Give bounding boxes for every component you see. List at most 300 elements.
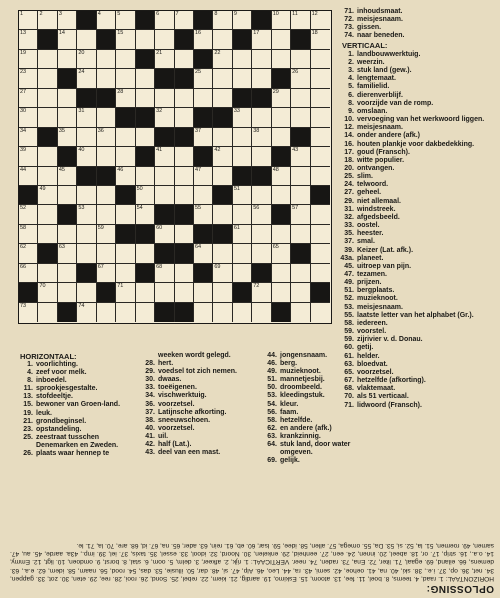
white-cell[interactable]: [252, 30, 271, 49]
white-cell[interactable]: [194, 205, 213, 224]
white-cell[interactable]: [194, 167, 213, 186]
cell-number: 42: [214, 147, 221, 154]
white-cell[interactable]: [19, 108, 38, 127]
white-cell[interactable]: [116, 244, 135, 263]
white-cell[interactable]: [38, 167, 57, 186]
cell-number: 37: [194, 127, 202, 134]
white-cell[interactable]: [19, 128, 38, 147]
white-cell[interactable]: [58, 89, 77, 108]
white-cell[interactable]: [213, 244, 232, 263]
white-cell[interactable]: [233, 147, 252, 166]
white-cell[interactable]: [233, 225, 252, 244]
white-cell[interactable]: [272, 283, 291, 302]
horizontaal-column-b: [142, 352, 260, 457]
white-cell[interactable]: [291, 147, 310, 166]
white-cell[interactable]: [291, 11, 310, 30]
white-cell[interactable]: [38, 11, 57, 30]
white-cell[interactable]: [194, 303, 213, 322]
white-cell[interactable]: [155, 89, 174, 108]
white-cell[interactable]: [38, 89, 57, 108]
cell-number: 69: [214, 263, 221, 270]
white-cell[interactable]: [311, 30, 330, 49]
white-cell[interactable]: [77, 303, 96, 322]
white-cell[interactable]: [77, 205, 96, 224]
clue-text: laatste letter van het alphabet (Gr.).: [357, 311, 474, 319]
clue-number: 49.: [344, 279, 354, 287]
white-cell[interactable]: [272, 264, 291, 283]
white-cell[interactable]: [291, 50, 310, 69]
white-cell[interactable]: [272, 89, 291, 108]
white-cell[interactable]: [38, 303, 57, 322]
white-cell[interactable]: [136, 205, 155, 224]
clue-text: slim.: [357, 173, 373, 181]
white-cell[interactable]: [272, 108, 291, 127]
clue-text: telwoord.: [357, 181, 389, 189]
white-cell[interactable]: [252, 205, 271, 224]
black-cell: [194, 225, 213, 244]
white-cell[interactable]: [272, 128, 291, 147]
clue-number: 8.: [27, 377, 33, 385]
white-cell[interactable]: [311, 147, 330, 166]
white-cell[interactable]: [58, 11, 77, 30]
white-cell[interactable]: [175, 50, 194, 69]
white-cell[interactable]: [116, 69, 135, 88]
white-cell[interactable]: [252, 283, 271, 302]
white-cell[interactable]: [19, 147, 38, 166]
white-cell[interactable]: [311, 50, 330, 69]
white-cell[interactable]: [213, 167, 232, 186]
clue-text: helder.: [357, 352, 380, 360]
white-cell[interactable]: [19, 244, 38, 263]
white-cell[interactable]: [97, 186, 116, 205]
white-cell[interactable]: [213, 69, 232, 88]
clue-number: 4.: [27, 369, 33, 377]
white-cell[interactable]: [155, 50, 174, 69]
white-cell[interactable]: [19, 205, 38, 224]
clue-item: [142, 368, 260, 376]
black-cell: [194, 147, 213, 166]
white-cell[interactable]: [97, 69, 116, 88]
white-cell[interactable]: [38, 205, 57, 224]
white-cell[interactable]: [311, 128, 330, 147]
white-cell[interactable]: [252, 225, 271, 244]
white-cell[interactable]: [136, 128, 155, 147]
white-cell[interactable]: [116, 30, 135, 49]
cell-number: 41: [156, 147, 163, 154]
white-cell[interactable]: [116, 50, 135, 69]
white-cell[interactable]: [233, 11, 252, 30]
white-cell[interactable]: [175, 108, 194, 127]
clue-text: bloedvat.: [357, 360, 388, 368]
white-cell[interactable]: [311, 167, 330, 186]
white-cell[interactable]: [175, 186, 194, 205]
cell-number: 17: [253, 30, 260, 37]
white-cell[interactable]: [77, 128, 96, 147]
white-cell[interactable]: [155, 108, 174, 127]
white-cell[interactable]: [77, 225, 96, 244]
clue-item: [264, 384, 376, 392]
white-cell[interactable]: [77, 244, 96, 263]
white-cell[interactable]: [77, 283, 96, 302]
white-cell[interactable]: [19, 225, 38, 244]
white-cell[interactable]: [116, 11, 135, 30]
white-cell[interactable]: [116, 167, 135, 186]
white-cell[interactable]: [213, 264, 232, 283]
white-cell[interactable]: [213, 30, 232, 49]
white-cell[interactable]: [136, 244, 155, 263]
white-cell[interactable]: [252, 108, 271, 127]
horizontaal-column-a: [20, 361, 138, 458]
white-cell[interactable]: [311, 205, 330, 224]
white-cell[interactable]: [77, 69, 96, 88]
clue-text: meisjesnaam.: [357, 124, 403, 132]
clue-item: [340, 287, 496, 295]
white-cell[interactable]: [252, 303, 271, 322]
white-cell[interactable]: [77, 147, 96, 166]
white-cell[interactable]: [175, 264, 194, 283]
white-cell[interactable]: [19, 167, 38, 186]
clue-number: 25.: [23, 433, 33, 441]
white-cell[interactable]: [97, 108, 116, 127]
white-cell[interactable]: [19, 303, 38, 322]
white-cell[interactable]: [58, 225, 77, 244]
white-cell[interactable]: [194, 128, 213, 147]
clue-number: 43.: [145, 449, 155, 457]
white-cell[interactable]: [272, 244, 291, 263]
clue-text: deel van een mast.: [158, 449, 221, 457]
white-cell[interactable]: [311, 89, 330, 108]
white-cell[interactable]: [155, 167, 174, 186]
white-cell[interactable]: [291, 108, 310, 127]
white-cell[interactable]: [213, 11, 232, 30]
clue-item: [340, 173, 496, 181]
cell-number: 1: [20, 11, 24, 17]
clue-text: gelijk.: [280, 457, 300, 465]
white-cell[interactable]: [19, 69, 38, 88]
white-cell[interactable]: [38, 147, 57, 166]
cell-number: 20: [78, 49, 85, 56]
white-cell[interactable]: [272, 167, 291, 186]
black-cell: [97, 30, 116, 49]
black-cell: [194, 108, 213, 127]
white-cell[interactable]: [58, 30, 77, 49]
white-cell[interactable]: [97, 225, 116, 244]
white-cell[interactable]: [311, 225, 330, 244]
white-cell[interactable]: [233, 303, 252, 322]
white-cell[interactable]: [97, 264, 116, 283]
white-cell[interactable]: [252, 147, 271, 166]
white-cell[interactable]: [272, 11, 291, 30]
clue-number: 47.: [344, 271, 354, 278]
white-cell[interactable]: [97, 147, 116, 166]
white-cell[interactable]: [155, 225, 174, 244]
white-cell[interactable]: [194, 244, 213, 263]
white-cell[interactable]: [58, 283, 77, 302]
clue-item: [340, 157, 496, 165]
cell-number: 12: [311, 11, 318, 17]
white-cell[interactable]: [19, 89, 38, 108]
clue-number: 43a.: [340, 254, 354, 262]
black-cell: [77, 264, 96, 283]
white-cell[interactable]: [19, 50, 38, 69]
white-cell[interactable]: [213, 147, 232, 166]
white-cell[interactable]: [311, 11, 330, 30]
white-cell[interactable]: [116, 205, 135, 224]
white-cell[interactable]: [291, 186, 310, 205]
cell-number: 24: [78, 69, 85, 76]
cell-number: 34: [20, 127, 27, 134]
white-cell[interactable]: [213, 50, 232, 69]
white-cell[interactable]: [58, 50, 77, 69]
cell-number: 15: [117, 30, 124, 37]
clue-text: sprookjesgestalte.: [36, 385, 98, 393]
cell-number: 65: [272, 244, 279, 251]
clue-text: oostel.: [357, 222, 380, 230]
white-cell[interactable]: [291, 89, 310, 108]
clue-number: 60.: [344, 344, 354, 352]
white-cell[interactable]: [136, 303, 155, 322]
clue-item: [340, 320, 496, 328]
white-cell[interactable]: [213, 205, 232, 224]
white-cell[interactable]: [252, 50, 271, 69]
black-cell: [155, 69, 174, 88]
white-cell[interactable]: [311, 303, 330, 322]
white-cell[interactable]: [291, 167, 310, 186]
clue-text: houten plankje voor dakbedekking.: [357, 140, 475, 148]
white-cell[interactable]: [213, 303, 232, 322]
clue-item: [340, 328, 496, 336]
white-cell[interactable]: [155, 147, 174, 166]
cell-number: 60: [156, 224, 163, 231]
clue-text: windstreek.: [357, 205, 396, 213]
white-cell[interactable]: [136, 186, 155, 205]
black-cell: [291, 128, 310, 147]
clue-text: uitroep van pijn.: [357, 262, 412, 270]
black-cell: [19, 186, 38, 205]
white-cell[interactable]: [233, 205, 252, 224]
white-cell[interactable]: [77, 108, 96, 127]
white-cell[interactable]: [136, 283, 155, 302]
white-cell[interactable]: [155, 264, 174, 283]
white-cell[interactable]: [311, 69, 330, 88]
white-cell[interactable]: [97, 11, 116, 30]
clue-item: [340, 32, 496, 40]
clue-number: 52.: [344, 295, 354, 303]
clue-item: [340, 124, 496, 132]
white-cell[interactable]: [38, 50, 57, 69]
white-cell[interactable]: [252, 128, 271, 147]
white-cell[interactable]: [77, 30, 96, 49]
black-cell: [77, 89, 96, 108]
right-clue-column: [340, 8, 496, 410]
clue-text: zijrivier v. d. Donau.: [357, 336, 423, 344]
white-cell[interactable]: [252, 244, 271, 263]
white-cell[interactable]: [97, 128, 116, 147]
white-cell[interactable]: [194, 69, 213, 88]
white-cell[interactable]: [194, 89, 213, 108]
white-cell[interactable]: [194, 283, 213, 302]
white-cell[interactable]: [38, 264, 57, 283]
white-cell[interactable]: [252, 186, 271, 205]
clue-text: muzieknoot.: [280, 368, 321, 376]
white-cell[interactable]: [233, 69, 252, 88]
black-cell: [116, 186, 135, 205]
white-cell[interactable]: [311, 264, 330, 283]
white-cell[interactable]: [97, 244, 116, 263]
clue-text: iedereen.: [357, 319, 388, 327]
white-cell[interactable]: [291, 283, 310, 302]
white-cell[interactable]: [233, 264, 252, 283]
white-cell[interactable]: [116, 128, 135, 147]
cell-number: 70: [39, 283, 46, 290]
white-cell[interactable]: [77, 186, 96, 205]
clue-number: 24.: [344, 181, 354, 189]
clue-text: familielid.: [357, 83, 390, 91]
clue-item: [340, 312, 496, 320]
white-cell[interactable]: [136, 30, 155, 49]
white-cell[interactable]: [311, 108, 330, 127]
white-cell[interactable]: [291, 205, 310, 224]
white-cell[interactable]: [97, 50, 116, 69]
white-cell[interactable]: [136, 89, 155, 108]
clue-item: [340, 24, 496, 32]
cell-number: 53: [78, 205, 85, 212]
white-cell[interactable]: [19, 30, 38, 49]
clue-text: onder andere (afk.): [357, 132, 421, 140]
white-cell[interactable]: [97, 303, 116, 322]
white-cell[interactable]: [233, 244, 252, 263]
black-cell: [77, 167, 96, 186]
cell-number: 40: [78, 147, 85, 154]
cell-number: 30: [20, 108, 27, 115]
white-cell[interactable]: [77, 50, 96, 69]
white-cell[interactable]: [116, 147, 135, 166]
white-cell[interactable]: [233, 186, 252, 205]
white-cell[interactable]: [194, 186, 213, 205]
white-cell[interactable]: [38, 186, 57, 205]
white-cell[interactable]: [272, 225, 291, 244]
white-cell[interactable]: [155, 11, 174, 30]
white-cell[interactable]: [58, 264, 77, 283]
white-cell[interactable]: [233, 108, 252, 127]
white-cell[interactable]: [175, 283, 194, 302]
cell-number: 73: [20, 302, 27, 309]
cell-number: 35: [58, 127, 65, 134]
cell-number: 46: [117, 166, 124, 173]
white-cell[interactable]: [291, 69, 310, 88]
black-cell: [252, 89, 271, 108]
black-cell: [38, 244, 57, 263]
white-cell[interactable]: [175, 89, 194, 108]
white-cell[interactable]: [233, 50, 252, 69]
cell-number: 9: [233, 11, 237, 17]
white-cell[interactable]: [252, 69, 271, 88]
clue-item: [20, 377, 138, 385]
white-cell[interactable]: [291, 264, 310, 283]
white-cell[interactable]: [97, 205, 116, 224]
white-cell[interactable]: [213, 283, 232, 302]
clue-text: inhoudsmaat.: [357, 8, 403, 15]
clue-text: uil.: [158, 432, 169, 440]
white-cell[interactable]: [155, 186, 174, 205]
clue-item: [340, 206, 496, 214]
white-cell[interactable]: [291, 225, 310, 244]
black-cell: [291, 244, 310, 263]
white-cell[interactable]: [213, 128, 232, 147]
white-cell[interactable]: [58, 167, 77, 186]
white-cell[interactable]: [213, 89, 232, 108]
clue-number: 40.: [145, 424, 155, 432]
white-cell[interactable]: [58, 108, 77, 127]
clue-number: 41.: [145, 432, 155, 440]
clue-item: [264, 352, 376, 360]
white-cell[interactable]: [155, 30, 174, 49]
white-cell[interactable]: [175, 11, 194, 30]
cell-number: 68: [156, 263, 163, 270]
white-cell[interactable]: [116, 303, 135, 322]
clue-number: 29.: [145, 368, 155, 376]
white-cell[interactable]: [38, 108, 57, 127]
clue-number: 8.: [348, 99, 354, 107]
white-cell[interactable]: [38, 283, 57, 302]
clue-number: 74.: [344, 32, 354, 40]
white-cell[interactable]: [38, 225, 57, 244]
white-cell[interactable]: [272, 50, 291, 69]
white-cell[interactable]: [291, 303, 310, 322]
cell-number: 32: [156, 108, 163, 115]
black-cell: [311, 283, 330, 302]
white-cell[interactable]: [116, 283, 135, 302]
white-cell[interactable]: [233, 128, 252, 147]
cell-number: 4: [97, 11, 101, 17]
clue-number: 17.: [344, 148, 354, 156]
white-cell[interactable]: [19, 264, 38, 283]
white-cell[interactable]: [38, 69, 57, 88]
black-cell: [233, 283, 252, 302]
black-cell: [136, 147, 155, 166]
clue-item: [142, 409, 260, 417]
clue-text: planeet.: [357, 254, 384, 262]
clue-number: 21.: [23, 417, 33, 425]
white-cell[interactable]: [175, 225, 194, 244]
black-cell: [194, 264, 213, 283]
white-cell[interactable]: [311, 244, 330, 263]
white-cell[interactable]: [58, 186, 77, 205]
white-cell[interactable]: [19, 11, 38, 30]
cell-number: 63: [58, 244, 65, 251]
clue-text: stuk land, door water omgeven.: [280, 441, 351, 457]
white-cell[interactable]: [175, 167, 194, 186]
clue-text: voorzetsel.: [158, 400, 195, 408]
white-cell[interactable]: [136, 167, 155, 186]
clue-number: 28.: [145, 360, 155, 368]
white-cell[interactable]: [116, 264, 135, 283]
white-cell[interactable]: [194, 30, 213, 49]
white-cell[interactable]: [175, 147, 194, 166]
white-cell[interactable]: [116, 89, 135, 108]
cell-number: 49: [39, 185, 46, 192]
white-cell[interactable]: [155, 283, 174, 302]
black-cell: [311, 186, 330, 205]
white-cell[interactable]: [272, 30, 291, 49]
white-cell[interactable]: [272, 186, 291, 205]
white-cell[interactable]: [136, 69, 155, 88]
white-cell[interactable]: [58, 128, 77, 147]
clue-text: voedsel tot zich nemen.: [158, 368, 237, 376]
solution-block: [10, 492, 494, 592]
clue-item: [340, 247, 496, 255]
white-cell[interactable]: [58, 244, 77, 263]
